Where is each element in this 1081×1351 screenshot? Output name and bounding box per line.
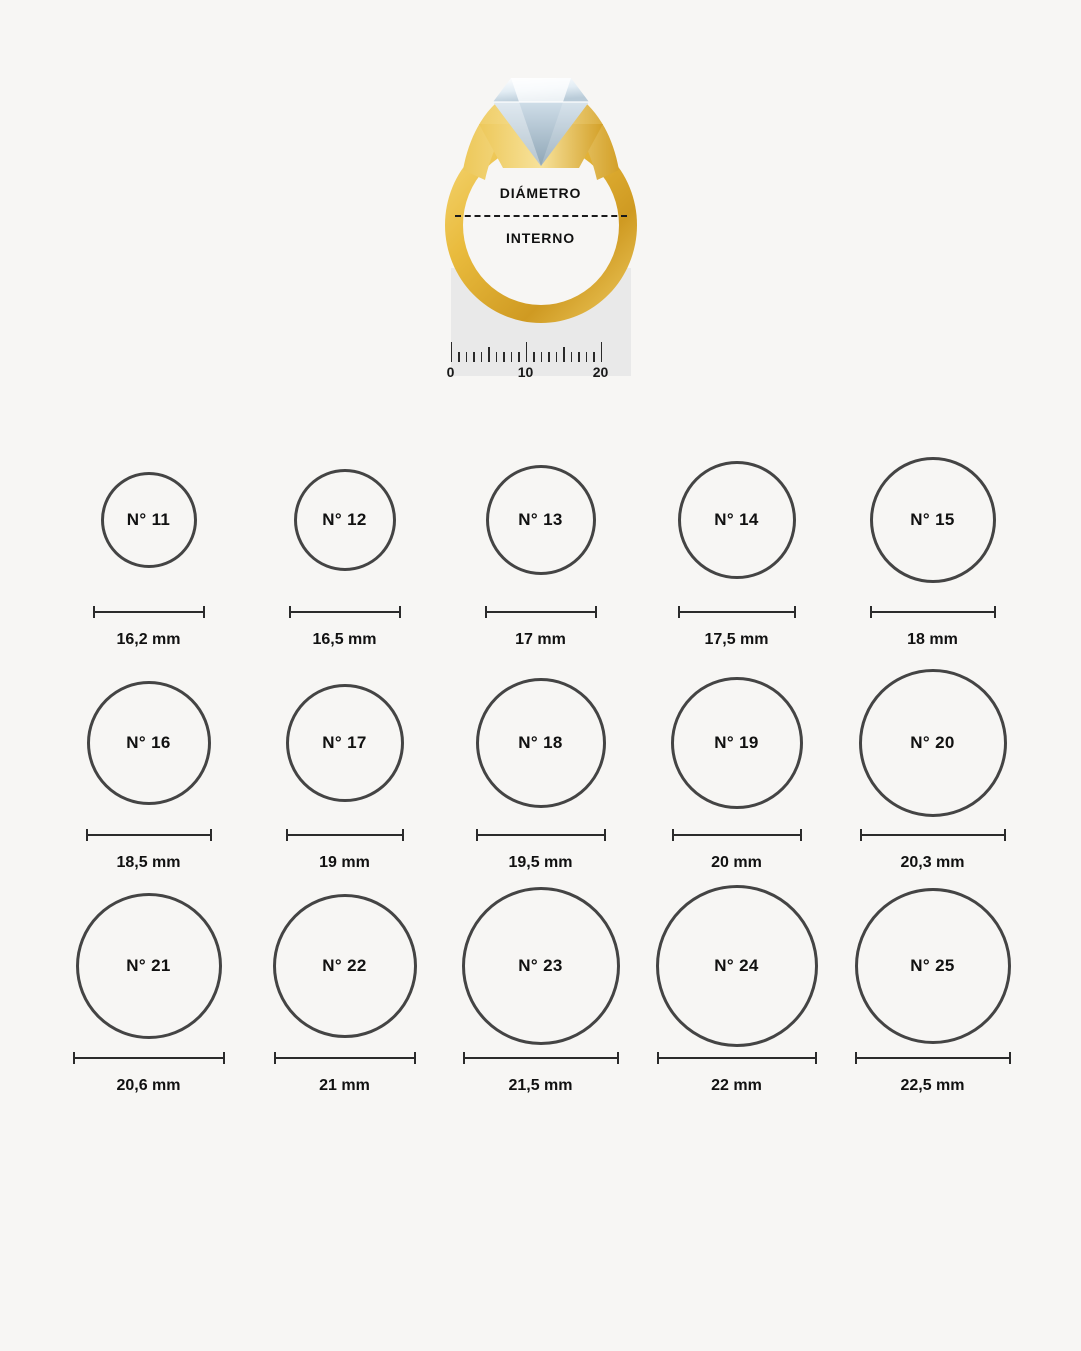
ring-size-label: N° 24 bbox=[714, 956, 759, 975]
measure-bar bbox=[678, 606, 796, 618]
ring-size-label: N° 12 bbox=[322, 510, 367, 529]
measure-line bbox=[678, 611, 796, 613]
measure-line bbox=[286, 834, 404, 836]
ring-circle-wrap bbox=[462, 886, 620, 1046]
ruler-tick bbox=[518, 352, 520, 362]
measure-cap-left bbox=[286, 829, 288, 841]
measure-bar bbox=[286, 829, 404, 841]
measure-cap-right bbox=[414, 1052, 416, 1064]
ring-size-item[interactable] bbox=[443, 663, 639, 872]
ring-diameter-value: 22 mm bbox=[711, 1077, 762, 1094]
ring-size-item[interactable] bbox=[51, 886, 247, 1095]
measure-cap-right bbox=[223, 1052, 225, 1064]
ruler-ticks bbox=[451, 336, 631, 362]
ruler-tick bbox=[578, 352, 580, 362]
ring-circle bbox=[294, 469, 396, 571]
ruler-tick bbox=[503, 352, 505, 362]
ring-size-label: N° 19 bbox=[714, 733, 759, 752]
measure-cap-right bbox=[1009, 1052, 1011, 1064]
ruler-tick bbox=[526, 342, 528, 362]
ring-circle bbox=[870, 457, 996, 583]
ring-size-item[interactable] bbox=[247, 440, 443, 649]
ruler-tick bbox=[451, 342, 453, 362]
ring-size-item[interactable] bbox=[639, 440, 835, 649]
ruler-tick bbox=[458, 352, 460, 362]
ring-size-label: N° 21 bbox=[126, 956, 171, 975]
ring-circle-wrap bbox=[855, 886, 1011, 1046]
ring-circle bbox=[76, 893, 222, 1039]
ring-size-label: N° 16 bbox=[126, 733, 171, 752]
ring-diameter-value: 20,3 mm bbox=[900, 854, 965, 871]
ring-diameter-value: 17,5 mm bbox=[704, 631, 769, 648]
ring-circle-wrap bbox=[101, 440, 197, 600]
ring-circle-wrap bbox=[273, 886, 417, 1046]
measure-cap-left bbox=[672, 829, 674, 841]
ring-diameter-value: 17 mm bbox=[515, 631, 566, 648]
ruler-tick bbox=[541, 352, 543, 362]
ring-size-label: N° 15 bbox=[910, 510, 955, 529]
ruler-tick bbox=[571, 352, 573, 362]
measure-line bbox=[73, 1057, 225, 1059]
measure-cap-right bbox=[399, 606, 401, 618]
ring-size-grid bbox=[0, 440, 1081, 1109]
ruler-tick bbox=[533, 352, 535, 362]
ring-size-label: N° 18 bbox=[518, 733, 563, 752]
measure-cap-left bbox=[86, 829, 88, 841]
ring-circle-wrap bbox=[286, 663, 404, 823]
measure-cap-right bbox=[815, 1052, 817, 1064]
measure-cap-left bbox=[657, 1052, 659, 1064]
measure-line bbox=[672, 834, 802, 836]
measure-cap-right bbox=[794, 606, 796, 618]
ring-diameter-value: 19,5 mm bbox=[508, 854, 573, 871]
ruler-label: 20 bbox=[592, 364, 609, 380]
measure-bar bbox=[860, 829, 1006, 841]
measure-bar bbox=[672, 829, 802, 841]
measure-cap-right bbox=[203, 606, 205, 618]
measure-cap-left bbox=[485, 606, 487, 618]
ruler-tick bbox=[556, 352, 558, 362]
ring-circle-wrap bbox=[671, 663, 803, 823]
measure-cap-right bbox=[617, 1052, 619, 1064]
ring-circle bbox=[101, 472, 197, 568]
ring-size-item[interactable] bbox=[247, 663, 443, 872]
ring-circle bbox=[486, 465, 596, 575]
ring-circle bbox=[273, 894, 417, 1038]
ring-size-item[interactable] bbox=[639, 886, 835, 1095]
ring-size-item[interactable] bbox=[51, 440, 247, 649]
ring-circle-wrap bbox=[294, 440, 396, 600]
measure-bar bbox=[855, 1052, 1011, 1064]
size-row bbox=[0, 663, 1081, 872]
measure-bar bbox=[289, 606, 401, 618]
measure-line bbox=[463, 1057, 619, 1059]
ring-size-label: N° 17 bbox=[322, 733, 367, 752]
ruler-tick bbox=[563, 347, 565, 362]
ruler-tick bbox=[511, 352, 513, 362]
ring-circle bbox=[859, 669, 1007, 817]
measure-cap-right bbox=[595, 606, 597, 618]
ring-circle-wrap bbox=[76, 886, 222, 1046]
measure-cap-left bbox=[93, 606, 95, 618]
ring-size-label: N° 13 bbox=[518, 510, 563, 529]
measure-cap-right bbox=[994, 606, 996, 618]
ruler-tick bbox=[496, 352, 498, 362]
ring-diameter-value: 21,5 mm bbox=[508, 1077, 573, 1094]
ring-circle bbox=[656, 885, 818, 1047]
ring-size-item[interactable] bbox=[51, 663, 247, 872]
measure-line bbox=[93, 611, 205, 613]
measure-line bbox=[657, 1057, 817, 1059]
measure-cap-left bbox=[860, 829, 862, 841]
size-row bbox=[0, 886, 1081, 1095]
measure-cap-left bbox=[73, 1052, 75, 1064]
measure-cap-left bbox=[463, 1052, 465, 1064]
ring-diameter-value: 18 mm bbox=[907, 631, 958, 648]
ring-size-label: N° 23 bbox=[518, 956, 563, 975]
measure-line bbox=[289, 611, 401, 613]
ring-size-label: N° 25 bbox=[910, 956, 955, 975]
measure-line bbox=[855, 1057, 1011, 1059]
ring-circle bbox=[855, 888, 1011, 1044]
ring-circle-wrap bbox=[476, 663, 606, 823]
measure-bar bbox=[93, 606, 205, 618]
size-row bbox=[0, 440, 1081, 649]
diameter-label-top: DIÁMETRO bbox=[499, 185, 582, 201]
ruler-label: 0 bbox=[446, 364, 455, 380]
measure-cap-right bbox=[604, 829, 606, 841]
ring-circle-wrap bbox=[87, 663, 211, 823]
ring-diameter-value: 16,5 mm bbox=[312, 631, 377, 648]
ruler-tick bbox=[481, 352, 483, 362]
ruler-tick bbox=[473, 352, 475, 362]
ring-size-item[interactable] bbox=[443, 440, 639, 649]
measure-line bbox=[485, 611, 597, 613]
ring-size-item[interactable] bbox=[835, 440, 1031, 649]
ring-circle bbox=[671, 677, 803, 809]
ring-circle-wrap bbox=[486, 440, 596, 600]
measure-cap-right bbox=[210, 829, 212, 841]
ruler-tick bbox=[466, 352, 468, 362]
ring-size-item[interactable] bbox=[443, 886, 639, 1095]
ring-circle bbox=[678, 461, 796, 579]
ring-circle-wrap bbox=[656, 886, 818, 1046]
measure-bar bbox=[86, 829, 212, 841]
measure-cap-left bbox=[870, 606, 872, 618]
diameter-label-bottom: INTERNO bbox=[506, 230, 575, 246]
ring-size-item[interactable] bbox=[247, 886, 443, 1095]
measure-cap-left bbox=[289, 606, 291, 618]
ring-circle-wrap bbox=[859, 663, 1007, 823]
measure-bar bbox=[274, 1052, 416, 1064]
ruler-tick bbox=[593, 352, 595, 362]
ring-circle bbox=[476, 678, 606, 808]
ruler-tick bbox=[548, 352, 550, 362]
ring-size-item[interactable] bbox=[835, 886, 1031, 1095]
measure-bar bbox=[870, 606, 996, 618]
measure-cap-right bbox=[402, 829, 404, 841]
measure-cap-left bbox=[274, 1052, 276, 1064]
ring-circle bbox=[462, 887, 620, 1045]
ruler-tick bbox=[488, 347, 490, 362]
ruler-labels bbox=[446, 364, 631, 386]
measure-line bbox=[870, 611, 996, 613]
ring-diameter-value: 22,5 mm bbox=[900, 1077, 965, 1094]
measure-cap-left bbox=[678, 606, 680, 618]
ring-circle bbox=[286, 684, 404, 802]
measure-cap-right bbox=[800, 829, 802, 841]
ruler-label: 10 bbox=[517, 364, 534, 380]
measure-bar bbox=[73, 1052, 225, 1064]
ring-circle-wrap bbox=[678, 440, 796, 600]
ring-diameter-value: 20,6 mm bbox=[116, 1077, 181, 1094]
measure-cap-left bbox=[476, 829, 478, 841]
measure-line bbox=[86, 834, 212, 836]
ring-size-item[interactable] bbox=[835, 663, 1031, 872]
ruler-tick bbox=[586, 352, 588, 362]
ring-size-label: N° 22 bbox=[322, 956, 367, 975]
measure-line bbox=[274, 1057, 416, 1059]
ring-illustration bbox=[411, 40, 671, 400]
ring-size-label: N° 14 bbox=[714, 510, 759, 529]
measure-bar bbox=[485, 606, 597, 618]
ruler-tick bbox=[601, 342, 603, 362]
measure-cap-left bbox=[855, 1052, 857, 1064]
measure-bar bbox=[476, 829, 606, 841]
ring-diameter-value: 21 mm bbox=[319, 1077, 370, 1094]
ring-circle-wrap bbox=[870, 440, 996, 600]
ring-diameter-value: 18,5 mm bbox=[116, 854, 181, 871]
measure-bar bbox=[657, 1052, 817, 1064]
ring-diameter-value: 16,2 mm bbox=[116, 631, 181, 648]
ring-diameter-value: 20 mm bbox=[711, 854, 762, 871]
ring-size-label: N° 20 bbox=[910, 733, 955, 752]
measure-cap-right bbox=[1004, 829, 1006, 841]
measure-bar bbox=[463, 1052, 619, 1064]
diameter-dashed-line bbox=[455, 215, 627, 217]
ring-size-item[interactable] bbox=[639, 663, 835, 872]
ring-diagram bbox=[0, 0, 1081, 420]
measure-line bbox=[476, 834, 606, 836]
measure-line bbox=[860, 834, 1006, 836]
ring-circle bbox=[87, 681, 211, 805]
ring-diameter-value: 19 mm bbox=[319, 854, 370, 871]
ring-size-label: N° 11 bbox=[126, 510, 171, 529]
